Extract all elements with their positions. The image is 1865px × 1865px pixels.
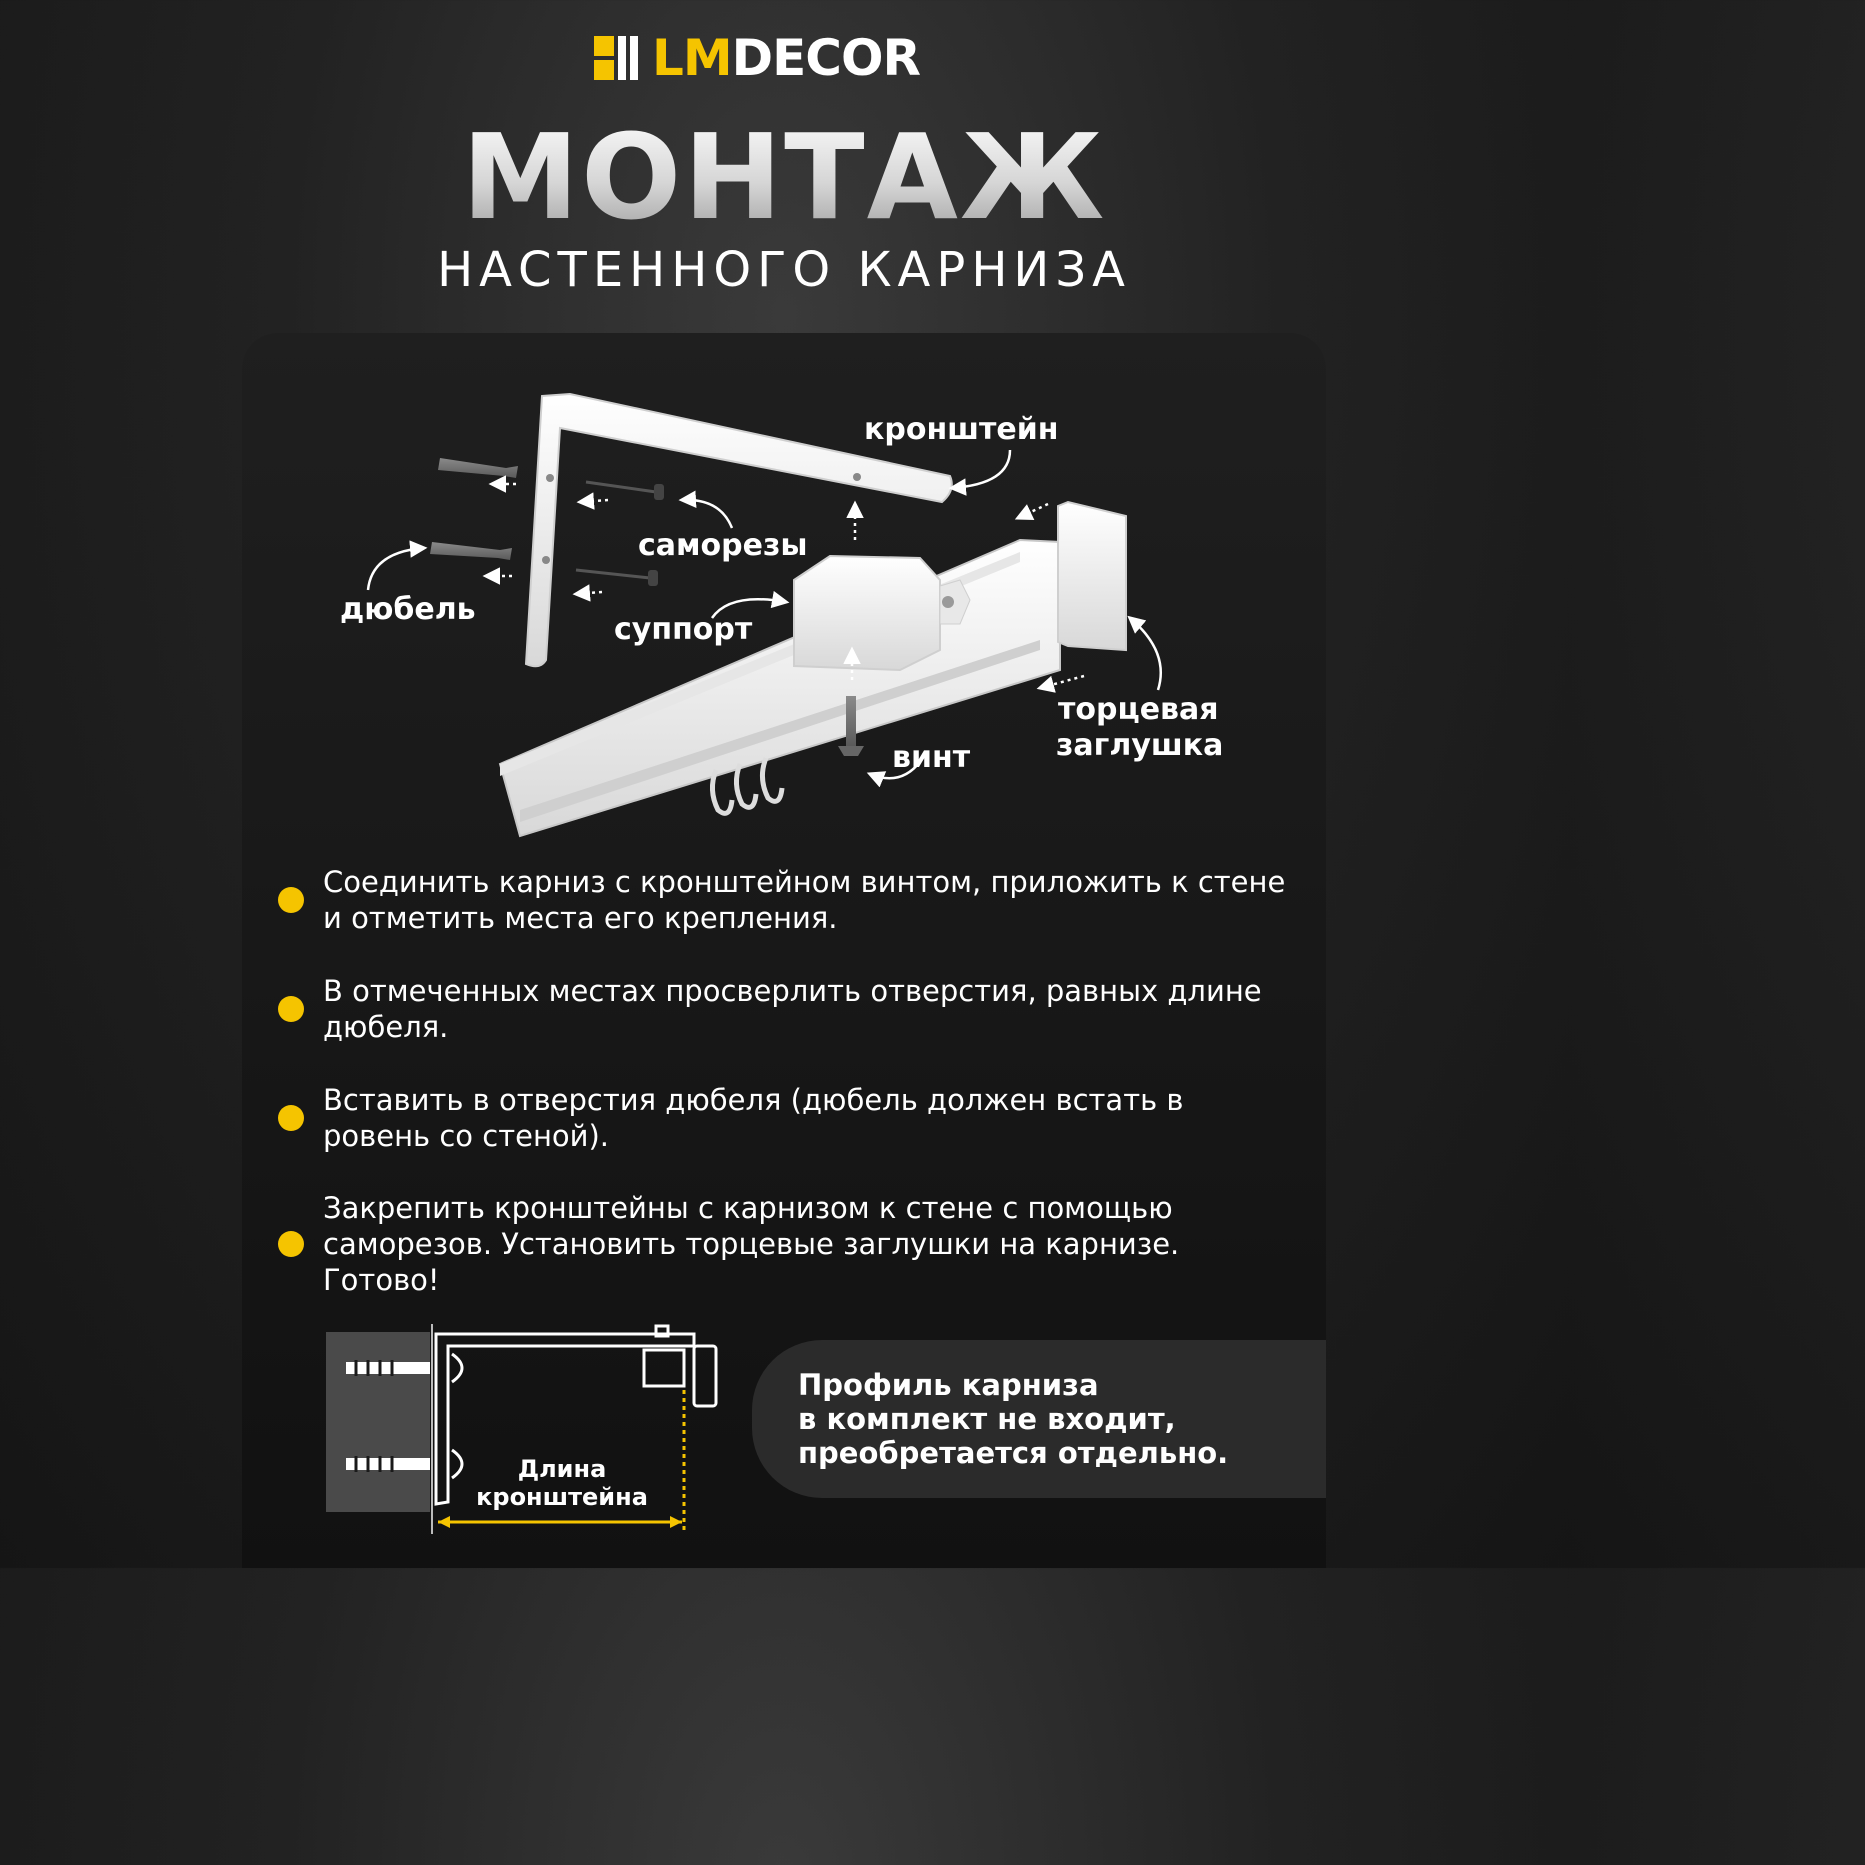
note-text <box>798 1368 1318 1470</box>
bracket-length-label <box>462 1455 662 1511</box>
bracket-length-line2: кронштейна <box>476 1483 648 1511</box>
bracket-section-diagram <box>326 1324 726 1568</box>
brand-logo <box>594 29 920 87</box>
label-support: суппорт <box>614 612 753 647</box>
list-item <box>278 864 1288 936</box>
brand-name-rest: DECOR <box>731 29 920 87</box>
page-title: МОНТАЖ <box>0 108 1568 246</box>
label-bracket: кронштейн <box>864 412 1059 447</box>
step-text: В отмеченных местах просверлить отверстия, равных длине дюбеля. <box>323 974 1262 1044</box>
end-cap-part <box>1058 502 1126 650</box>
label-screws: саморезы <box>638 528 808 563</box>
note-line2: в комплект не входит, <box>798 1402 1176 1436</box>
note-line1: Профиль карниза <box>798 1368 1099 1402</box>
bullet-icon <box>278 1105 304 1131</box>
brand-name <box>652 29 920 87</box>
list-item <box>278 973 1288 1045</box>
label-screw: винт <box>892 740 971 775</box>
bullet-icon <box>278 996 304 1022</box>
label-dowel: дюбель <box>340 592 476 627</box>
bullet-icon <box>278 1231 304 1257</box>
brand-name-accent: LM <box>652 29 732 87</box>
page-subtitle: НАСТЕННОГО КАРНИЗА <box>437 242 1131 298</box>
list-item <box>278 1082 1288 1154</box>
profile-note <box>752 1340 1326 1498</box>
step-text: Закрепить кронштейны с карнизом к стене с помощью саморезов. Установить торцевые заглушки на карнизе. Готово! <box>323 1191 1180 1297</box>
list-item <box>278 1190 1288 1298</box>
note-line3: преобретается отдельно. <box>798 1436 1229 1470</box>
bullet-icon <box>278 887 304 913</box>
label-end-cap-line1: торцевая <box>1058 692 1219 727</box>
label-end-cap-line2: заглушка <box>1056 728 1224 763</box>
step-text: Вставить в отверстия дюбеля (дюбель должен встать в ровень со стеной). <box>323 1083 1184 1153</box>
step-text: Соединить карниз с кронштейном винтом, приложить к стене и отметить места его крепления. <box>323 865 1286 935</box>
wall-block <box>326 1332 430 1512</box>
bracket-length-line1: Длина <box>517 1455 607 1483</box>
dowel-parts <box>430 458 518 560</box>
logo-icon <box>594 36 640 80</box>
